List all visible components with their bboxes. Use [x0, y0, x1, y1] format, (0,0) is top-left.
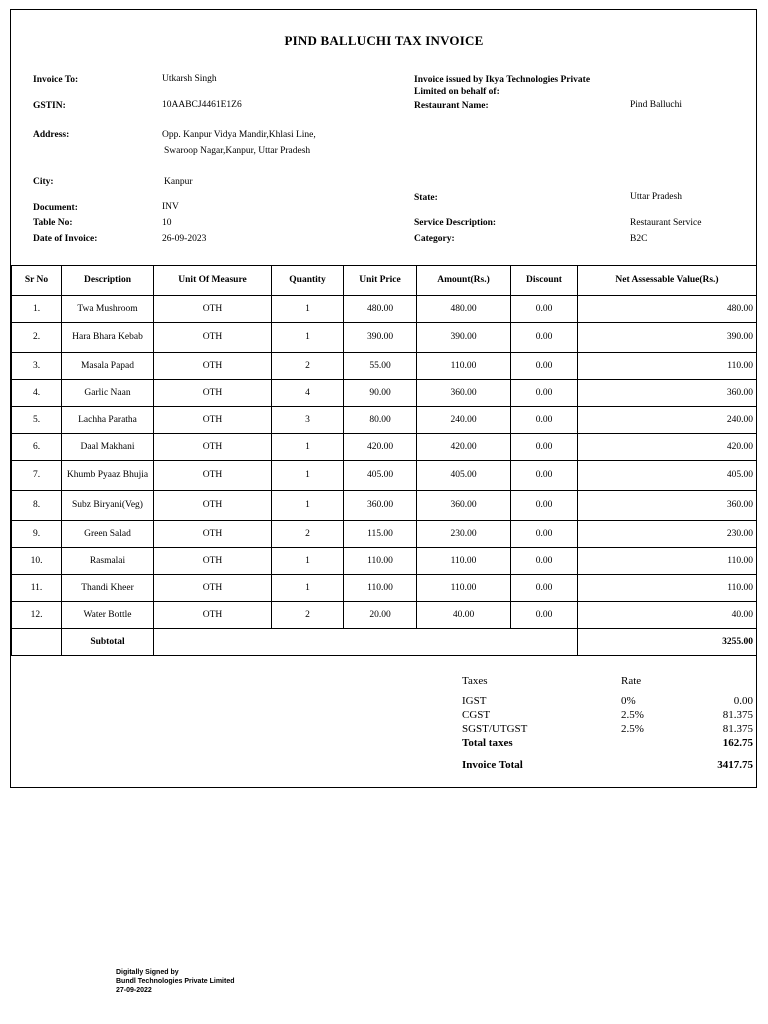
address-line2: Swaroop Nagar,Kanpur, Uttar Pradesh	[164, 146, 311, 156]
table-row	[12, 521, 757, 548]
item-quantity: 1	[272, 575, 344, 602]
table-row	[12, 407, 757, 434]
item-description: Water Bottle	[62, 602, 154, 629]
invoice-total-value: 3417.75	[717, 759, 753, 771]
item-quantity: 2	[272, 521, 344, 548]
item-unit-price: 90.00	[344, 380, 417, 407]
tax-name-sgst: SGST/UTGST	[462, 723, 528, 735]
item-amount: 40.00	[417, 602, 511, 629]
category-value: B2C	[630, 234, 648, 244]
table-row	[12, 491, 757, 521]
gstin-label: GSTIN:	[33, 101, 66, 111]
item-unit-price: 110.00	[344, 548, 417, 575]
item-amount: 110.00	[417, 575, 511, 602]
item-unit-price: 360.00	[344, 491, 417, 521]
item-quantity: 1	[272, 491, 344, 521]
table-row	[12, 461, 757, 491]
item-uom: OTH	[154, 575, 272, 602]
item-quantity: 1	[272, 461, 344, 491]
table-no-label: Table No:	[33, 218, 73, 228]
item-net-value: 420.00	[578, 434, 757, 461]
item-net-value: 40.00	[578, 602, 757, 629]
item-description: Green Salad	[62, 521, 154, 548]
table-row	[12, 602, 757, 629]
col-header-quantity: Quantity	[272, 266, 344, 296]
tax-value-cgst: 81.375	[722, 709, 753, 721]
tax-name-igst: IGST	[462, 695, 487, 707]
item-sr: 12.	[12, 602, 62, 629]
item-quantity: 3	[272, 407, 344, 434]
table-row	[12, 548, 757, 575]
subtotal-spacer	[12, 629, 62, 656]
item-unit-price: 55.00	[344, 353, 417, 380]
state-value: Uttar Pradesh	[630, 192, 682, 202]
item-amount: 230.00	[417, 521, 511, 548]
taxes-header: Taxes	[462, 675, 488, 687]
item-sr: 11.	[12, 575, 62, 602]
item-unit-price: 480.00	[344, 296, 417, 323]
item-amount: 360.00	[417, 491, 511, 521]
total-taxes-label: Total taxes	[462, 737, 513, 749]
item-unit-price: 110.00	[344, 575, 417, 602]
document-value: INV	[162, 202, 179, 212]
tax-name-cgst: CGST	[462, 709, 491, 721]
invoice-to-value: Utkarsh Singh	[162, 74, 217, 84]
item-net-value: 405.00	[578, 461, 757, 491]
item-uom: OTH	[154, 353, 272, 380]
col-header-description: Description	[62, 266, 154, 296]
item-discount: 0.00	[511, 434, 578, 461]
item-amount: 110.00	[417, 353, 511, 380]
item-amount: 110.00	[417, 548, 511, 575]
item-discount: 0.00	[511, 548, 578, 575]
tax-value-igst: 0.00	[733, 695, 753, 707]
restaurant-name-label: Restaurant Name:	[414, 101, 489, 111]
city-label: City:	[33, 177, 54, 187]
invoice-to-label: Invoice To:	[33, 75, 79, 85]
item-sr: 9.	[12, 521, 62, 548]
item-discount: 0.00	[511, 575, 578, 602]
item-description: Subz Biryani(Veg)	[62, 491, 154, 521]
item-net-value: 110.00	[578, 575, 757, 602]
address-label: Address:	[33, 130, 70, 140]
item-sr: 10.	[12, 548, 62, 575]
item-unit-price: 420.00	[344, 434, 417, 461]
items-table	[11, 265, 757, 656]
gstin-value: 10AABCJ4461E1Z6	[162, 100, 242, 110]
item-description: Daal Makhani	[62, 434, 154, 461]
address-line1: Opp. Kanpur Vidya Mandir,Khlasi Line,	[162, 130, 316, 140]
service-description-label: Service Description:	[414, 218, 497, 228]
item-net-value: 240.00	[578, 407, 757, 434]
item-unit-price: 115.00	[344, 521, 417, 548]
item-unit-price: 20.00	[344, 602, 417, 629]
service-description-value: Restaurant Service	[630, 218, 702, 228]
item-uom: OTH	[154, 407, 272, 434]
item-uom: OTH	[154, 491, 272, 521]
col-header-amount: Amount(Rs.)	[417, 266, 511, 296]
item-description: Rasmalai	[62, 548, 154, 575]
item-discount: 0.00	[511, 380, 578, 407]
item-unit-price: 405.00	[344, 461, 417, 491]
item-amount: 240.00	[417, 407, 511, 434]
item-discount: 0.00	[511, 461, 578, 491]
table-row	[12, 323, 757, 353]
col-header-uom: Unit Of Measure	[154, 266, 272, 296]
item-description: Lachha Paratha	[62, 407, 154, 434]
item-description: Masala Papad	[62, 353, 154, 380]
item-description: Khumb Pyaaz Bhujia	[62, 461, 154, 491]
item-uom: OTH	[154, 296, 272, 323]
item-uom: OTH	[154, 380, 272, 407]
table-row	[12, 380, 757, 407]
col-header-sr: Sr No	[12, 266, 62, 296]
item-quantity: 1	[272, 296, 344, 323]
restaurant-name-value: Pind Balluchi	[630, 100, 682, 110]
item-amount: 390.00	[417, 323, 511, 353]
rate-header: Rate	[621, 675, 642, 687]
category-label: Category:	[414, 234, 455, 244]
item-description: Garlic Naan	[62, 380, 154, 407]
item-quantity: 4	[272, 380, 344, 407]
item-sr: 7.	[12, 461, 62, 491]
subtotal-blank	[154, 629, 578, 656]
item-discount: 0.00	[511, 323, 578, 353]
item-discount: 0.00	[511, 407, 578, 434]
item-discount: 0.00	[511, 602, 578, 629]
item-amount: 405.00	[417, 461, 511, 491]
item-quantity: 2	[272, 353, 344, 380]
item-net-value: 110.00	[578, 548, 757, 575]
item-sr: 2.	[12, 323, 62, 353]
issued-by-label: Invoice issued by Ikya Technologies Private Limited on behalf of:	[414, 75, 591, 97]
invoice-title: PIND BALLUCHI TAX INVOICE	[284, 33, 484, 48]
item-quantity: 1	[272, 548, 344, 575]
item-sr: 4.	[12, 380, 62, 407]
table-row	[12, 353, 757, 380]
tax-rate-sgst: 2.5%	[621, 723, 644, 735]
table-row	[12, 434, 757, 461]
digital-signature	[116, 968, 235, 995]
item-discount: 0.00	[511, 521, 578, 548]
tax-rate-igst: 0%	[621, 695, 636, 707]
item-net-value: 390.00	[578, 323, 757, 353]
item-net-value: 360.00	[578, 491, 757, 521]
item-net-value: 230.00	[578, 521, 757, 548]
table-header-row	[12, 266, 757, 296]
item-net-value: 360.00	[578, 380, 757, 407]
tax-rate-cgst: 2.5%	[621, 709, 644, 721]
item-description: Hara Bhara Kebab	[62, 323, 154, 353]
subtotal-label: Subtotal	[62, 629, 154, 656]
item-sr: 3.	[12, 353, 62, 380]
item-amount: 480.00	[417, 296, 511, 323]
item-sr: 1.	[12, 296, 62, 323]
table-no-value: 10	[162, 218, 172, 228]
table-row	[12, 296, 757, 323]
item-quantity: 1	[272, 434, 344, 461]
item-uom: OTH	[154, 548, 272, 575]
total-taxes-value: 162.75	[722, 737, 753, 749]
item-uom: OTH	[154, 323, 272, 353]
item-uom: OTH	[154, 521, 272, 548]
item-amount: 420.00	[417, 434, 511, 461]
invoice-total-label: Invoice Total	[462, 759, 523, 771]
item-discount: 0.00	[511, 353, 578, 380]
item-quantity: 1	[272, 323, 344, 353]
signature-line3: 27-09-2022	[116, 987, 152, 994]
city-value: Kanpur	[164, 177, 193, 187]
tax-value-sgst: 81.375	[722, 723, 753, 735]
item-quantity: 2	[272, 602, 344, 629]
subtotal-row	[12, 629, 757, 656]
item-net-value: 480.00	[578, 296, 757, 323]
item-unit-price: 80.00	[344, 407, 417, 434]
item-net-value: 110.00	[578, 353, 757, 380]
col-header-unit-price: Unit Price	[344, 266, 417, 296]
item-uom: OTH	[154, 434, 272, 461]
item-discount: 0.00	[511, 296, 578, 323]
item-uom: OTH	[154, 602, 272, 629]
subtotal-value: 3255.00	[578, 629, 757, 656]
item-description: Thandi Kheer	[62, 575, 154, 602]
col-header-net-value: Net Assessable Value(Rs.)	[578, 266, 757, 296]
item-uom: OTH	[154, 461, 272, 491]
item-discount: 0.00	[511, 491, 578, 521]
date-value: 26-09-2023	[162, 234, 207, 244]
date-label: Date of Invoice:	[33, 234, 98, 244]
item-sr: 5.	[12, 407, 62, 434]
signature-line1: Digitally Signed by	[116, 969, 179, 976]
table-row	[12, 575, 757, 602]
item-sr: 8.	[12, 491, 62, 521]
item-unit-price: 390.00	[344, 323, 417, 353]
state-label: State:	[414, 193, 438, 203]
item-description: Twa Mushroom	[62, 296, 154, 323]
document-label: Document:	[33, 203, 78, 213]
col-header-discount: Discount	[511, 266, 578, 296]
item-amount: 360.00	[417, 380, 511, 407]
signature-line2: Bundl Technologies Private Limited	[116, 978, 235, 985]
item-sr: 6.	[12, 434, 62, 461]
